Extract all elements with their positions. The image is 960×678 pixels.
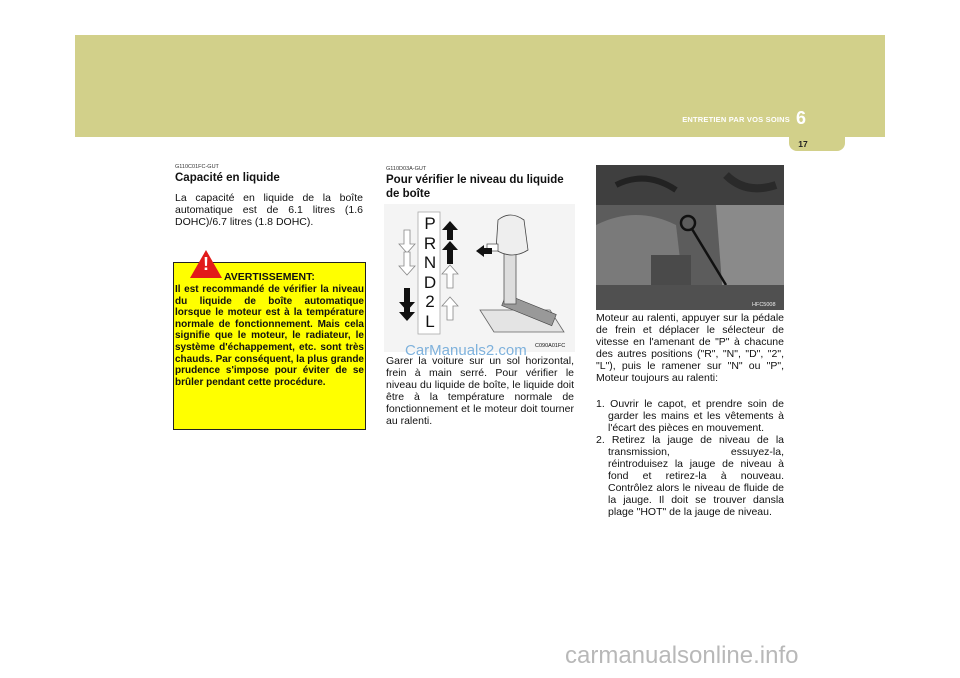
gear-letter: N (423, 253, 437, 272)
section-heading: Capacité en liquide (175, 172, 280, 184)
gear-letter: D (423, 272, 437, 292)
figure-label: C090A01FC (535, 343, 566, 349)
engine-bay-photo (596, 165, 784, 310)
section-heading (386, 173, 581, 201)
gear-letter: 2 (425, 292, 435, 311)
gear-letter: R (423, 233, 437, 253)
procedure-steps (596, 398, 784, 518)
procedure-step: 2. Retirez la jauge de niveau de la transmission, essuyez-la, réintroduisez la jauge de niveau à fond et retirez-la à nouveau. Contrôlez alors le niveau de fluide de la jauge. Il doit se trouver dansla plage "HOT" de la jauge de niveau. (596, 434, 784, 518)
capacity-text: La capacité en liquide de la boîte automatique est de 6.1 litres (1.6 DOHC)/6.7 litres (1.8 DOHC). (175, 192, 363, 228)
gear-letter: P (424, 214, 436, 233)
footer-watermark: carmanualsonline.info (565, 642, 799, 669)
gear-lever (476, 215, 564, 332)
chapter-title: ENTRETIEN PAR VOS SOINS (682, 115, 790, 124)
warning-title: AVERTISSEMENT: (224, 271, 315, 283)
watermark: CarManuals2.com (405, 342, 527, 359)
gear-shifter-drawing (384, 204, 575, 352)
gear-letter: L (425, 311, 435, 331)
right-arrows (442, 221, 458, 320)
chapter-number: 6 (795, 108, 806, 128)
left-arrows (399, 230, 415, 321)
gear-positions (422, 214, 438, 331)
exclamation-icon: ! (203, 254, 209, 274)
section-code: G110D03A-GUT (386, 166, 427, 172)
procedure-step: 1. Ouvrir le capot, et prendre soin de garder les mains et les vêtements à l'écart des pièces en mouvement. (596, 398, 784, 434)
page-number: 17 (798, 139, 808, 149)
figure-label: HFC5008 (752, 302, 776, 308)
procedure-intro: Moteur au ralenti, appuyer sur la pédale de frein et déplacer le sélecteur de vitesse en l'amenant de "P" à chacune des autres positions ("R", "N", "D", "2", "L"), puis le ramener sur "N" ou "P", Moteur toujours au ralenti: (596, 312, 784, 384)
warning-text: Il est recommandé de vérifier la niveau du liquide de boîte automatique lorsque le moteur est à la température normale de fonctionnement. Mais cela signifie que le moteur, le radiateur, le système d'échappement, etc. sont très chauds. Par conséquent, la plus grande prudence s'impose pour éviter de se brûler pendant cette procédure. (175, 284, 364, 388)
gear-shifter-illustration (384, 204, 575, 352)
engine-bay-drawing (596, 165, 784, 310)
check-level-text: Garer la voiture sur un sol horizontal, frein à main serré. Pour vérifier le niveau du liquide de boîte, le liquide doit être à la température normale de fonctionnement et le moteur doit tourner au ralenti. (386, 355, 574, 427)
heading-line: de boîte (386, 188, 431, 200)
section-code: G110C01FC-GUT (175, 164, 219, 170)
heading-line: Pour vérifier le niveau du liquide (386, 174, 564, 186)
